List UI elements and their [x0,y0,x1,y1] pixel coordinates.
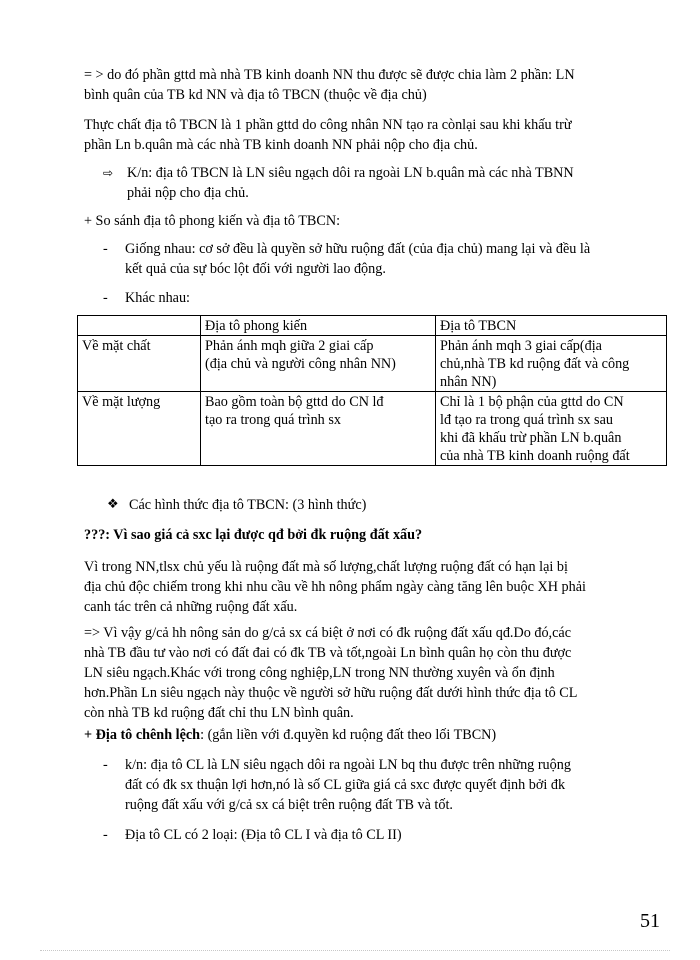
heading-bold: + Địa tô chênh lệch [84,727,201,743]
text-line: = > do đó phần gttd mà nhà TB kinh doanh NN thu được sẽ được chia làm 2 phần: LN [84,67,575,83]
cell-line: Bao gồm toàn bộ gttd do CN lđ [205,394,384,410]
cell-line: chủ,nhà TB kd ruộng đất và công [440,356,630,372]
table-cell-capitalist [436,336,667,392]
similarities-item [103,239,668,279]
differential-rent-types [103,825,668,845]
text-line: => Vì vậy g/cả hh nông sản do g/cả sx cá biệt ở nơi có đk ruộng đất xấu qđ.Do đó,các [84,625,571,641]
text-line: Giống nhau: cơ sở đều là quyền sở hữu ruộng đất (của địa chủ) mang lại và đều là [125,241,591,257]
cell-line: lđ tạo ra trong quá trình sx sau [440,412,613,428]
text-line: Các hình thức địa tô TBCN: (3 hình thức) [129,497,367,513]
text-line: còn nhà TB kd ruộng đất chỉ thu LN bình quân. [84,705,354,721]
question-heading: ???: Vì sao giá cả sxc lại được qđ bởi đk ruộng đất xấu? [84,527,423,543]
compare-heading: + So sánh địa tô phong kiến và địa tô TBCN: [84,213,341,229]
definition-item [103,163,668,203]
table-row [78,392,667,466]
cell-line: khi đã khấu trừ phần LN b.quân [440,430,622,446]
table-row-label: Về mặt lượng [78,392,201,466]
text-line: Thực chất địa tô TBCN là 1 phần gttd do công nhân NN tạo ra cònlại sau khi khấu trừ [84,117,572,133]
cell-line: Phản ánh mqh 3 giai cấp(địa [440,338,602,354]
text-line: Địa tô CL có 2 loại: (Địa tô CL I và địa tô CL II) [125,827,402,843]
table-cell-feudal [201,336,436,392]
text-line: Vì trong NN,tlsx chủ yếu là ruộng đất mà số lượng,chất lượng ruộng đất có hạn lại bị [84,559,568,575]
paragraph-intro [84,65,668,105]
cell-line: của nhà TB kinh doanh ruộng đất [440,448,630,464]
text-line: đất có đk sx thuận lợi hơn,nó là số CL giữa giá cả sxc được quyết định bởi đk [125,777,566,793]
heading-rest: : (gắn liền với đ.quyền kd ruộng đất theo lối TBCN) [200,727,497,743]
table-cell-capitalist [436,392,667,466]
text-line: LN siêu ngạch.Khác với trong công nghiệp,LN trong NN thường xuyên và ổn định [84,665,555,681]
differential-rent-definition [103,755,668,815]
diamond-bullet-icon: ❖ [107,497,119,512]
cell-line: Chỉ là 1 bộ phận của gttd do CN [440,394,624,410]
dash-bullet: - [103,757,108,773]
dash-bullet: - [103,290,108,306]
cell-line: nhân NN) [440,374,497,390]
table-cell-feudal [201,392,436,466]
table-header-cell: Địa tô phong kiến [201,316,436,336]
paragraph-answer [84,557,668,617]
differences-label: Khác nhau: [125,290,191,306]
text-line: phải nộp cho địa chủ. [127,185,249,201]
text-line: kết quả của sự bóc lột đối với người lao động. [125,261,386,277]
forms-item [107,495,668,515]
paragraph-conclusion [84,623,668,723]
text-line: k/n: địa tô CL là LN siêu ngạch dôi ra ngoài LN bq thu được trên những ruộng [125,757,571,773]
text-line: bình quân của TB kd NN và địa tô TBCN (thuộc về địa chủ) [84,87,427,103]
text-line: canh tác trên cả những ruộng đất xấu. [84,599,298,615]
table-header-cell [78,316,201,336]
table-header-cell: Địa tô TBCN [436,316,667,336]
text-line: phần Ln b.quân mà các nhà TB kinh doanh NN phải nộp cho địa chủ. [84,137,478,153]
paragraph-essence [84,115,668,155]
bottom-divider [40,950,670,951]
text-line: nhà TB đầu tư vào nơi có đất đai có đk TB và tốt,ngoài Ln bình quân họ còn thu được [84,645,572,661]
table-header-row [78,316,667,336]
cell-line: tạo ra trong quá trình sx [205,412,341,428]
page-number: 51 [640,910,660,932]
table-row [78,336,667,392]
text-line: địa chủ độc chiếm trong khi nhu cầu về hh nông phẩm ngày càng tăng lên buộc XH phải [84,579,586,595]
cell-line: (địa chủ và người công nhân NN) [205,356,396,372]
dash-bullet: - [103,827,108,843]
differences-item [103,288,668,308]
dash-bullet: - [103,241,108,257]
differential-rent-heading [84,725,668,745]
arrow-icon: ⇨ [103,166,114,180]
cell-line: Phản ánh mqh giữa 2 giai cấp [205,338,374,354]
text-line: K/n: địa tô TBCN là LN siêu ngạch dôi ra ngoài LN b.quân mà các nhà TBNN [127,165,574,181]
table-row-label: Về mặt chất [78,336,201,392]
text-line: hơn.Phần Ln siêu ngạch này thuộc về người sở hữu ruộng đất dưới hình thức địa tô CL [84,685,578,701]
comparison-table [77,315,667,466]
text-line: ruộng đất xấu với g/cả sx cá biệt trên ruộng đất TB và tốt. [125,797,453,813]
